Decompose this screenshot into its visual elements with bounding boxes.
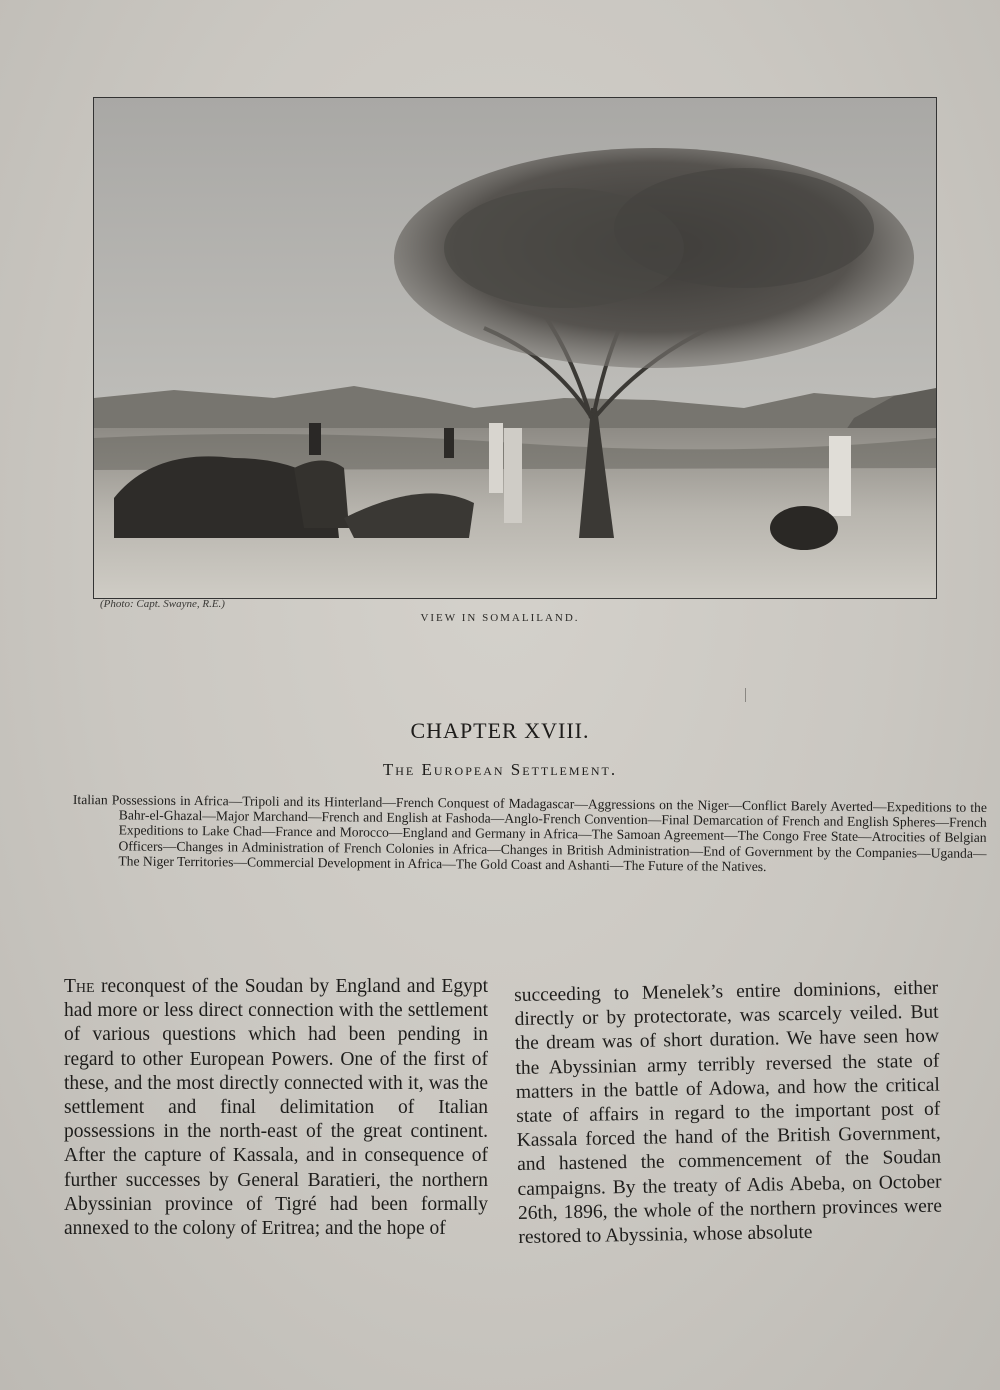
somaliland-photograph — [93, 97, 937, 599]
page-speck — [745, 688, 746, 702]
photo-caption: VIEW IN SOMALILAND. — [420, 612, 580, 624]
chapter-title: CHAPTER XVIII. — [410, 718, 590, 743]
body-right-text: succeeding to Menelek’s entire dominions, either directly or by protectorate, was scarcely veiled. But the dream was of short duration. We have seen how the Abyssinian army terribly reversed the state of matters in the battle of Adowa, and how the critical state of affairs in regard to the important post of Kassala forced the hand of the British Government, and hastened the commencement of the Soudan campaigns. By the treaty of Adis Abeba, on October 26th, 1896, the whole of the northern provinces were restored to Abyssinia, whose absolute — [514, 977, 943, 1248]
photo-credit: (Photo: Capt. Swayne, R.E.) — [100, 598, 225, 610]
chapter-subtitle: The European Settlement. — [382, 760, 618, 779]
body-lead-word: The — [64, 976, 95, 997]
body-column-left — [64, 975, 488, 1241]
chapter-synopsis: Italian Possessions in Africa—Tripoli and its Hinterland—French Conquest of Madagascar—Aggressions on the Niger—Conflict Barely Averted—Expeditions to the Bahr-el-Ghazal—Major Marchand—French and English at Fashoda—Anglo-French Convention—Final Demarcation of French and English Spheres—French Expeditions to Lake Chad—France and Morocco—England and Germany in Africa—The Samoan Agreement—The Congo Free State—Atrocities of Belgian Officers—Changes in Administration of French Colonies in Africa—Changes in British Administration—End of Government by the Companies—Uganda—The Niger Territories—Commercial Development in Africa—The Gold Coast and Ashanti—The Future of the Natives. — [72, 792, 987, 874]
body-column-right — [514, 977, 943, 1251]
body-left-text: reconquest of the Soudan by England and Egypt had more or less direct connection with the settlement of various questions which had been pending in regard to other European Powers. One of the first of these, and the most directly connected with it, was the settlement and final delimitation of Italian possessions in the north-east of the great continent. After the capture of Kassala, and in consequence of further successes by General Baratieri, the northern Abyssinian province of Tigré had been formally annexed to the colony of Eritrea; and the hope of — [64, 976, 488, 1240]
acacia-tree-scene-image — [94, 98, 936, 598]
